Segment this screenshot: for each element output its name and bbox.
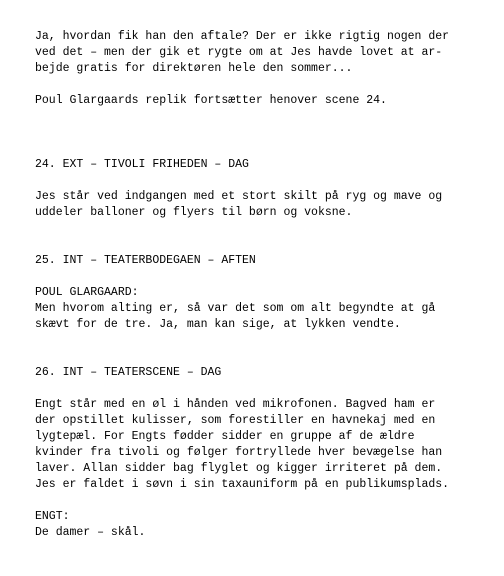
action-line: kvinder fra tivoli og følger fortryllede hver bevægelse han [35, 446, 443, 459]
scene-25 [35, 253, 495, 333]
action-line: Jes er faldet i søvn i sin taxauniform på en publikumsplads. [35, 478, 450, 491]
scene-26 [35, 365, 495, 541]
dialogue-line: De damer – skål. [35, 526, 146, 539]
intro-paragraph [35, 29, 495, 77]
action-line: uddeler balloner og flyers til børn og voksne. [35, 206, 353, 219]
action-line: laver. Allan sidder bag flyglet og kigger irriteret på dem. [35, 462, 443, 475]
scene-24 [35, 157, 495, 221]
action-line: der opstillet kulisser, som forestiller en havnekaj med en [35, 414, 436, 427]
script-page [35, 29, 495, 541]
text-line: Ja, hvordan fik han den aftale? Der er ikke rigtig nogen der [35, 30, 450, 43]
scene-heading: 25. INT – TEATERBODEGAEN – AFTEN [35, 254, 256, 267]
dialogue-line: Men hvorom alting er, så var det som om alt begyndte at gå [35, 302, 436, 315]
scene-heading: 26. INT – TEATERSCENE – DAG [35, 366, 222, 379]
text-line: bejde gratis for direktøren hele den sommer... [35, 62, 353, 75]
text-line: ved det – men der gik et rygte om at Jes havde lovet at ar- [35, 46, 443, 59]
dialogue-line: skævt for de tre. Ja, man kan sige, at lykken vendte. [35, 318, 401, 331]
character-name: ENGT: [35, 510, 70, 523]
continuation-note: Poul Glargaards replik fortsætter henover scene 24. [35, 94, 387, 107]
action-line: Jes står ved indgangen med et stort skilt på ryg og mave og [35, 190, 443, 203]
character-name: POUL GLARGAARD: [35, 286, 139, 299]
scene-heading: 24. EXT – TIVOLI FRIHEDEN – DAG [35, 158, 249, 171]
action-line: lygtepæl. For Engts fødder sidder en gruppe af de ældre [35, 430, 415, 443]
action-line: Engt står med en øl i hånden ved mikrofonen. Bagved ham er [35, 398, 436, 411]
